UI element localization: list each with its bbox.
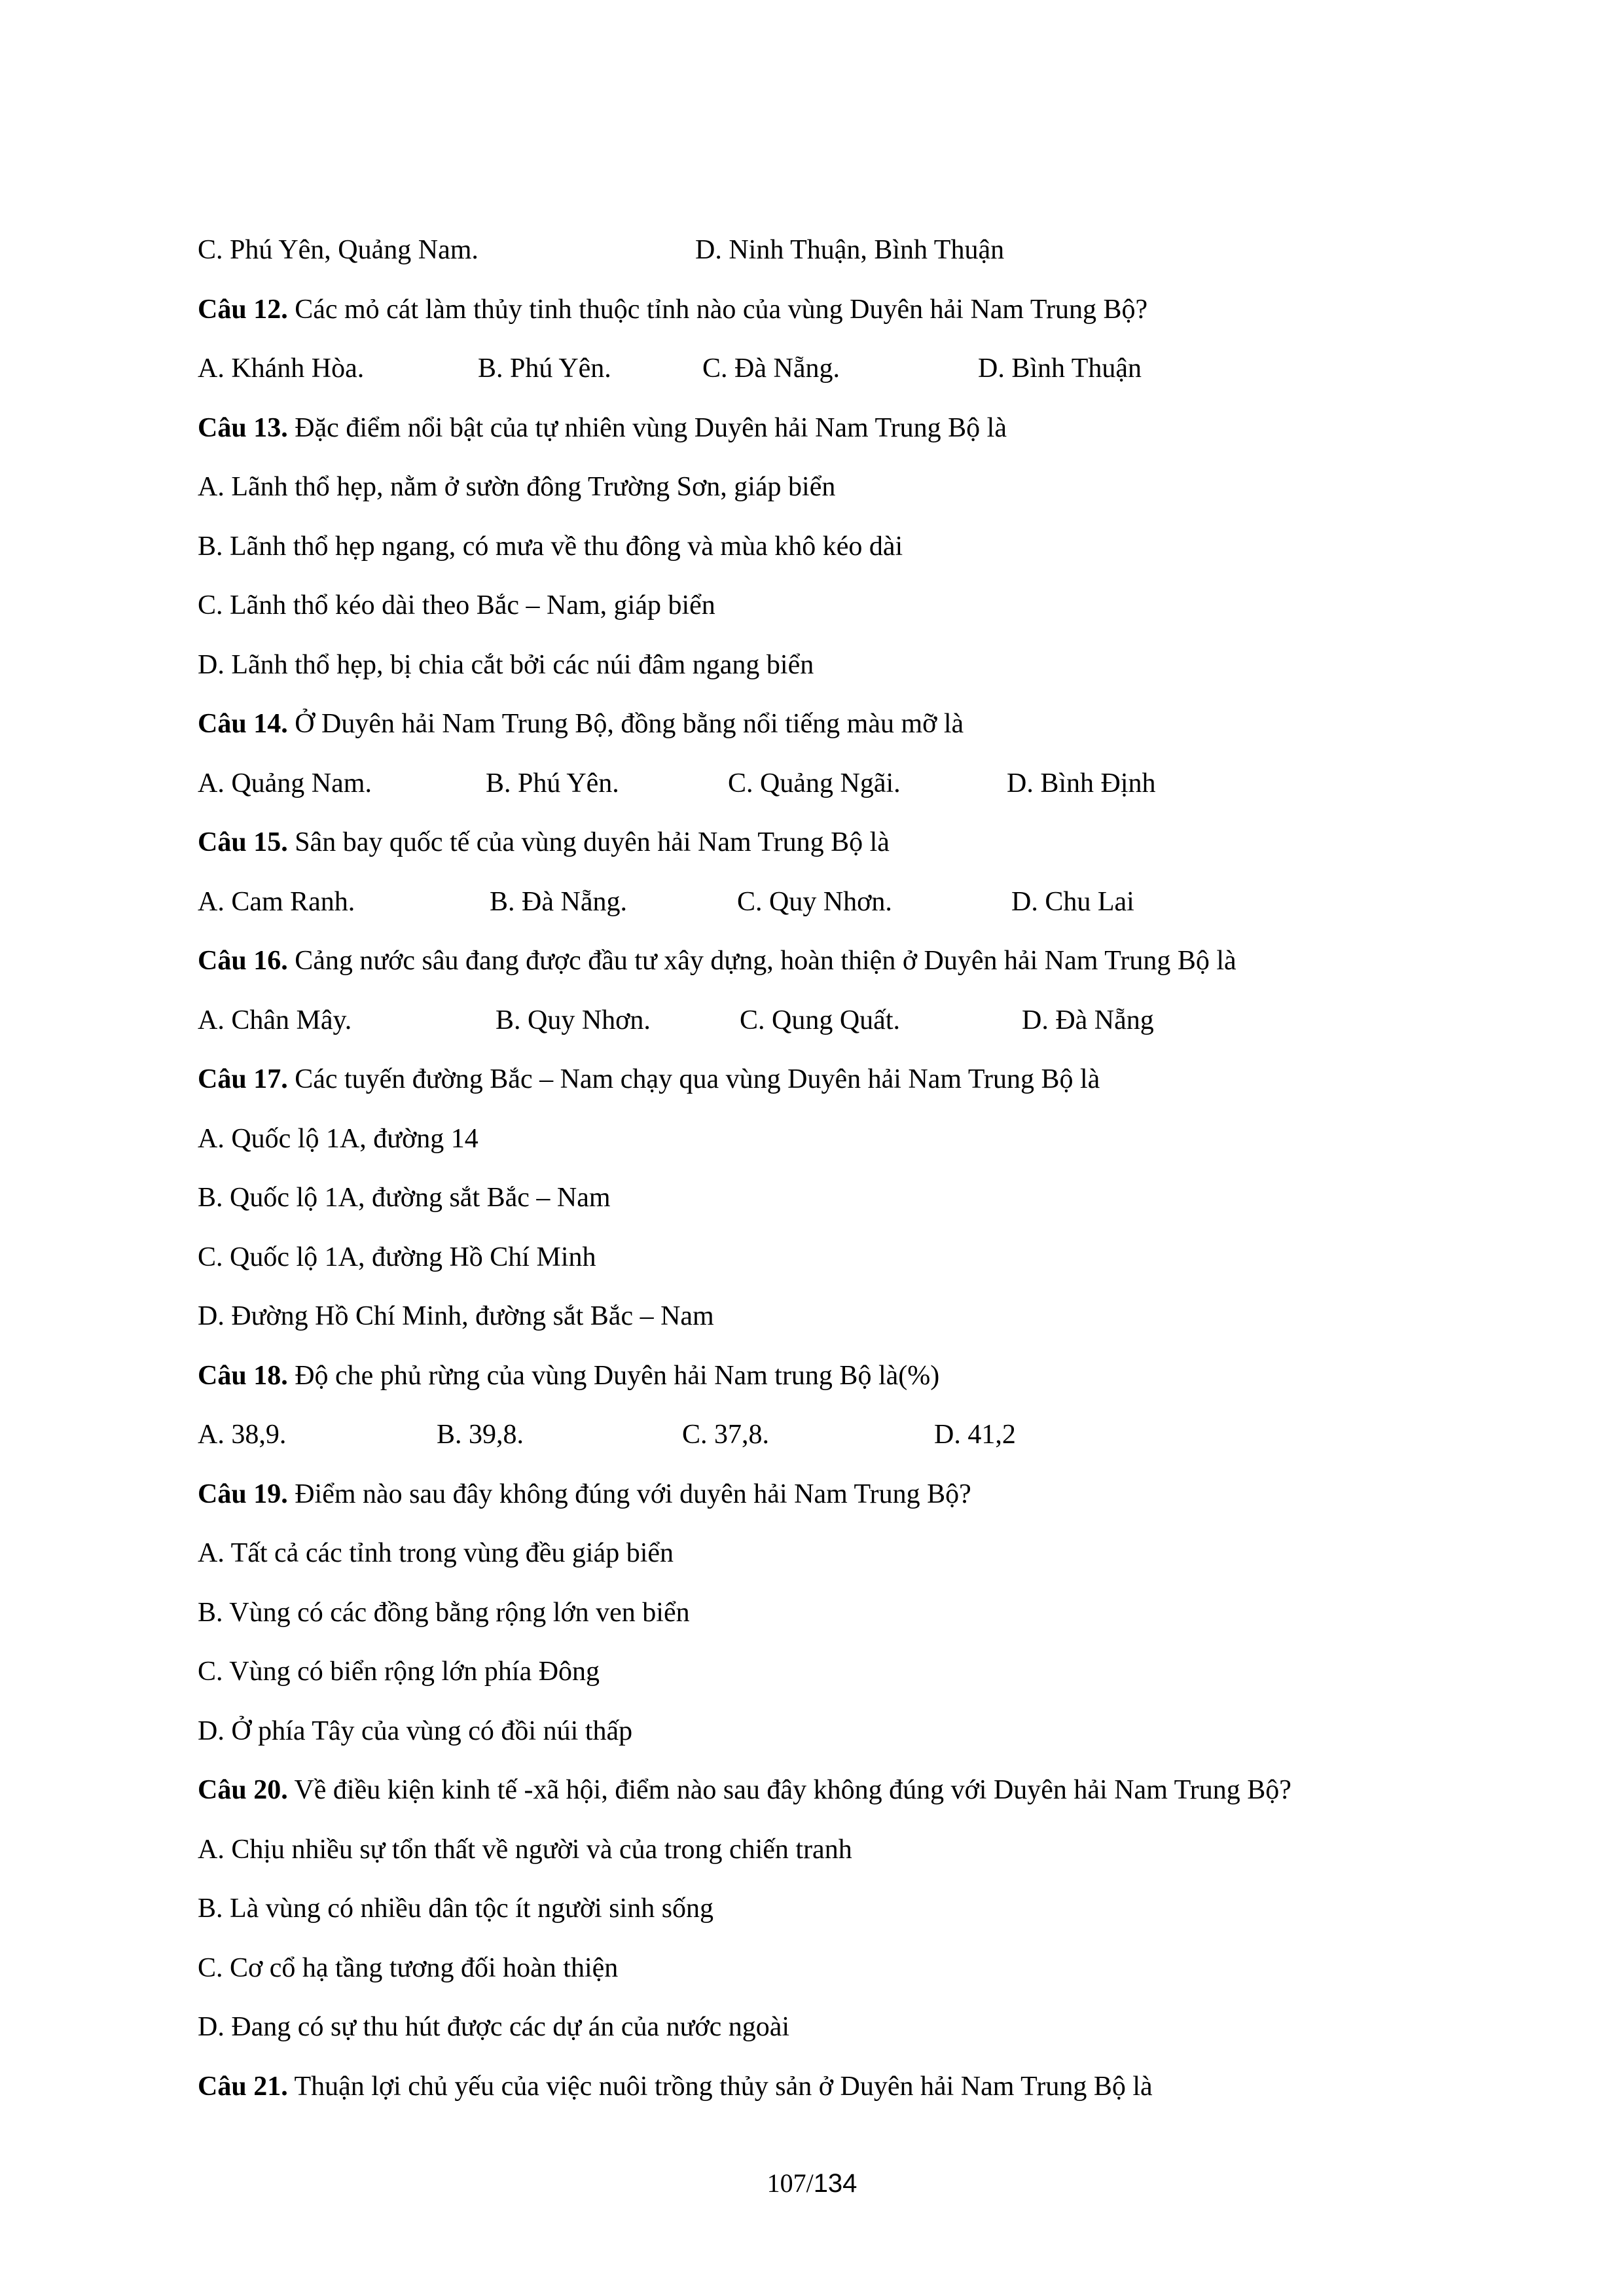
option-a: A. 38,9. — [198, 1420, 287, 1450]
option-c: C. Cơ cổ hạ tầng tương đối hoàn thiện — [198, 1953, 619, 1983]
question-16 — [198, 940, 1236, 982]
option-a: A. Chịu nhiều sự tổn thất về người và của trong chiến tranh — [198, 1835, 852, 1865]
option-b: B. Phú Yên. — [478, 353, 611, 384]
question-text: Đặc điểm nổi bật của tự nhiên vùng Duyên hải Nam Trung Bộ là — [287, 413, 1007, 443]
option-d: D. Đang có sự thu hút được các dự án của nước ngoài — [198, 2012, 790, 2042]
option-b: B. Phú Yên. — [486, 768, 619, 798]
question-15 — [198, 821, 890, 863]
question-13-option-d — [198, 644, 814, 686]
option-c: C. Quảng Ngãi. — [728, 768, 901, 798]
question-19-option-b — [198, 1592, 690, 1634]
question-label: Câu 20. — [198, 1775, 288, 1805]
question-label: Câu 17. — [198, 1064, 288, 1094]
question-17-option-b — [198, 1177, 611, 1219]
question-19 — [198, 1473, 971, 1515]
question-text: Ở Duyên hải Nam Trung Bộ, đồng bằng nổi tiếng màu mỡ là — [287, 709, 964, 739]
option-a: A. Quốc lộ 1A, đường 14 — [198, 1124, 478, 1154]
question-text: Độ che phủ rừng của vùng Duyên hải Nam trung Bộ là(%) — [287, 1361, 940, 1391]
question-19-option-c — [198, 1651, 600, 1693]
option-d: D. Chu Lai — [1011, 887, 1134, 917]
question-label: Câu 19. — [198, 1479, 288, 1509]
question-text: Cảng nước sâu đang được đầu tư xây dựng, hoàn thiện ở Duyên hải Nam Trung Bộ là — [287, 946, 1236, 976]
question-21 — [198, 2066, 1153, 2108]
question-20 — [198, 1769, 1291, 1811]
question-19-option-a — [198, 1532, 674, 1574]
option-b: B. Đà Nẵng. — [490, 887, 627, 917]
option-b: B. Là vùng có nhiều dân tộc ít người sinh sống — [198, 1893, 714, 1924]
option-a: A. Khánh Hòa. — [198, 353, 365, 384]
option-d: D. Bình Định — [1007, 768, 1156, 798]
question-text: Các mỏ cát làm thủy tinh thuộc tỉnh nào của vùng Duyên hải Nam Trung Bộ? — [287, 295, 1148, 325]
question-20-option-d — [198, 2006, 789, 2048]
question-13-option-a — [198, 466, 835, 508]
question-label: Câu 15. — [198, 827, 288, 857]
question-14 — [198, 703, 964, 745]
question-12 — [198, 289, 1147, 331]
option-d: D. Đường Hồ Chí Minh, đường sắt Bắc – Nam — [198, 1301, 714, 1331]
option-d: D. Đà Nẵng — [1022, 1005, 1154, 1035]
option-c: C. Vùng có biển rộng lớn phía Đông — [198, 1657, 600, 1687]
question-17-option-c — [198, 1236, 596, 1278]
option-d: D. Bình Thuận — [978, 353, 1142, 384]
option-a: A. Chân Mây. — [198, 1005, 352, 1035]
question-label: Câu 16. — [198, 946, 288, 976]
page-number-total: 134 — [813, 2169, 857, 2198]
question-13-option-c — [198, 584, 715, 626]
option-b: B. Vùng có các đồng bằng rộng lớn ven biển — [198, 1598, 690, 1628]
option-b: B. 39,8. — [437, 1420, 524, 1450]
question-label: Câu 14. — [198, 709, 288, 739]
option-c: C. Quốc lộ 1A, đường Hồ Chí Minh — [198, 1242, 596, 1272]
option-b: B. Lãnh thổ hẹp ngang, có mưa về thu đông và mùa khô kéo dài — [198, 531, 903, 562]
question-label: Câu 18. — [198, 1361, 288, 1391]
question-text: Điểm nào sau đây không đúng với duyên hải Nam Trung Bộ? — [287, 1479, 971, 1509]
option-c: C. 37,8. — [682, 1420, 770, 1450]
question-text: Các tuyến đường Bắc – Nam chạy qua vùng Duyên hải Nam Trung Bộ là — [287, 1064, 1100, 1094]
question-20-option-b — [198, 1888, 713, 1929]
option-c: C. Quy Nhơn. — [737, 887, 892, 917]
question-20-option-a — [198, 1829, 852, 1871]
page-number-current: 107/ — [767, 2168, 814, 2198]
option-c: C. Đà Nẵng. — [702, 353, 840, 384]
question-19-option-d — [198, 1710, 632, 1752]
option-c: C. Phú Yên, Quảng Nam. — [198, 235, 478, 265]
option-d: D. Ninh Thuận, Bình Thuận — [695, 235, 1005, 265]
option-a: A. Lãnh thổ hẹp, nằm ở sườn đông Trường Sơn, giáp biển — [198, 472, 836, 502]
option-c: C. Lãnh thổ kéo dài theo Bắc – Nam, giáp biển — [198, 590, 715, 620]
option-a: A. Tất cả các tỉnh trong vùng đều giáp biển — [198, 1538, 674, 1568]
question-17-option-d — [198, 1295, 714, 1337]
option-d: D. Ở phía Tây của vùng có đồi núi thấp — [198, 1716, 633, 1746]
page-number — [0, 2164, 1624, 2203]
question-label: Câu 21. — [198, 2072, 288, 2102]
question-text: Sân bay quốc tế của vùng duyên hải Nam Trung Bộ là — [287, 827, 890, 857]
option-a: A. Quảng Nam. — [198, 768, 372, 798]
option-d: D. 41,2 — [934, 1420, 1016, 1450]
option-b: B. Quy Nhơn. — [496, 1005, 651, 1035]
question-13 — [198, 407, 1007, 449]
question-text: Về điều kiện kinh tế -xã hội, điểm nào sau đây không đúng với Duyên hải Nam Trung Bộ? — [287, 1775, 1291, 1805]
option-d: D. Lãnh thổ hẹp, bị chia cắt bởi các núi đâm ngang biển — [198, 650, 814, 680]
option-c: C. Qung Quất. — [740, 1005, 900, 1035]
question-text: Thuận lợi chủ yếu của việc nuôi trồng thủy sản ở Duyên hải Nam Trung Bộ là — [287, 2072, 1153, 2102]
question-label: Câu 12. — [198, 295, 288, 325]
option-a: A. Cam Ranh. — [198, 887, 355, 917]
question-13-option-b — [198, 526, 903, 567]
question-20-option-c — [198, 1947, 618, 1989]
option-b: B. Quốc lộ 1A, đường sắt Bắc – Nam — [198, 1183, 611, 1213]
question-label: Câu 13. — [198, 413, 288, 443]
question-17-option-a — [198, 1118, 478, 1160]
question-18 — [198, 1355, 939, 1397]
question-17 — [198, 1058, 1100, 1100]
